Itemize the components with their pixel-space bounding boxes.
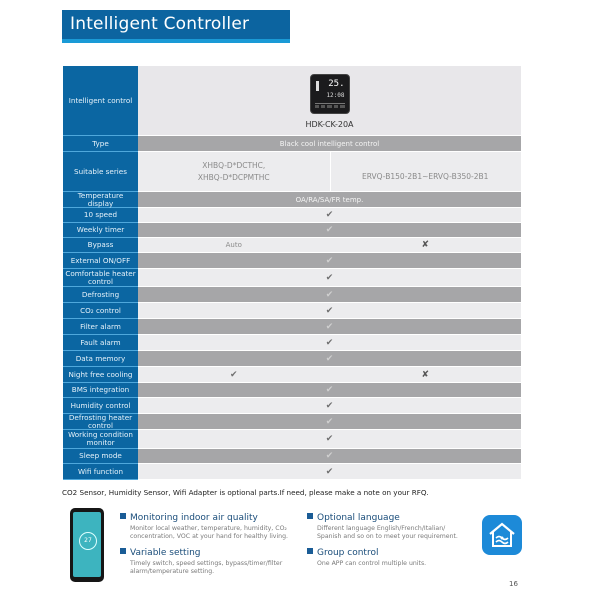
phone-app-image — [70, 508, 104, 582]
checkmark-icon: ✔ — [325, 210, 334, 220]
bullet-square-icon — [120, 513, 126, 519]
checkmark-icon: ✔ — [325, 289, 334, 300]
row-label: Wifi function — [63, 464, 138, 480]
row-label: Filter alarm — [63, 319, 138, 335]
row-label: Suitable series — [63, 152, 138, 192]
row-label: External ON/OFF — [63, 253, 138, 269]
feature-title: Monitoring indoor air quality — [130, 513, 258, 523]
table-row — [63, 367, 521, 383]
checkmark-icon: ✔ — [325, 321, 334, 332]
device-temp-readout: 25. — [328, 79, 345, 89]
feature-desc: Different language English/French/Italian/ Spanish and so on to meet your requirement. — [317, 525, 458, 540]
row-label: Sleep mode — [63, 449, 138, 464]
spec-table — [63, 66, 521, 480]
feature-desc: Monitor local weather, temperature, humidity, CO₂ concentration, VOC at your hand for healthy living. — [130, 525, 288, 540]
feature-optional-language — [307, 513, 467, 541]
checkmark-icon: ✔ — [325, 466, 334, 477]
bullet-square-icon — [307, 548, 313, 554]
model-name: HDK-CK-20A — [305, 120, 354, 129]
table-row — [63, 335, 521, 351]
table-row — [63, 303, 521, 319]
table-row — [63, 351, 521, 367]
table-row — [63, 253, 521, 269]
row-label: Bypass — [63, 238, 138, 253]
bullet-square-icon — [307, 513, 313, 519]
checkmark-icon: ✔ — [325, 255, 334, 266]
device-buttons — [315, 103, 345, 108]
page-title: Intelligent Controller — [70, 14, 250, 34]
smart-home-app-icon — [482, 515, 522, 555]
row-value-left: Auto — [225, 241, 242, 249]
table-row-type — [63, 136, 521, 152]
checkmark-icon: ✔ — [325, 385, 334, 395]
row-label: Data memory — [63, 351, 138, 367]
table-row — [63, 383, 521, 398]
row-label: Defrosting heater control — [63, 414, 138, 430]
row-label: Night free cooling — [63, 367, 138, 383]
row-label: Type — [63, 136, 138, 152]
device-clock-readout: 12:08 — [326, 92, 345, 99]
checkmark-icon: ✔ — [229, 369, 238, 380]
feature-desc: One APP can control multiple units. — [317, 560, 427, 567]
checkmark-icon: ✔ — [325, 337, 334, 348]
phone-reading: 27 — [79, 532, 97, 550]
optional-parts-note: CO2 Sensor, Humidity Sensor, Wifi Adapter is optional parts.If need, please make a note on your RFQ. — [62, 488, 429, 497]
page-title-bar — [62, 10, 290, 43]
checkmark-icon: ✔ — [325, 400, 334, 411]
table-row — [63, 269, 521, 287]
bullet-square-icon — [120, 548, 126, 554]
row-label: 10 speed — [63, 208, 138, 223]
feature-title: Group control — [317, 548, 379, 558]
table-row — [63, 464, 521, 480]
series-left-line1: XHBQ-D*DCTHC, — [202, 160, 266, 170]
series-right: ERVQ-B150-2B1~ERVQ-B350-2B1 — [362, 172, 489, 181]
table-row — [63, 208, 521, 223]
feature-rows — [63, 192, 521, 480]
controller-device-image — [310, 74, 350, 114]
table-row — [63, 414, 521, 430]
row-label: BMS integration — [63, 383, 138, 398]
row-label: Weekly timer — [63, 223, 138, 238]
feature-desc: Timely switch, speed settings, bypass/timer/filter alarm/temperature setting. — [130, 560, 283, 575]
table-row — [63, 398, 521, 414]
row-value: Black cool intelligent control — [138, 136, 521, 152]
checkmark-icon: ✔ — [325, 434, 334, 444]
table-row — [63, 223, 521, 238]
feature-group-control — [307, 548, 467, 568]
feature-monitoring — [120, 513, 300, 541]
feature-title: Variable setting — [130, 548, 201, 558]
checkmark-icon: ✔ — [325, 353, 334, 364]
table-row-intelligent-control — [63, 66, 521, 136]
checkmark-icon: ✔ — [325, 305, 334, 316]
feature-variable-setting — [120, 548, 305, 576]
row-label: CO₂ control — [63, 303, 138, 319]
row-value: OA/RA/SA/FR temp. — [295, 195, 364, 204]
checkmark-icon: ✔ — [325, 416, 334, 427]
page-number: 16 — [509, 580, 518, 588]
table-row — [63, 192, 521, 208]
row-label: Working condition monitor — [63, 430, 138, 449]
cross-icon: ✘ — [421, 369, 430, 380]
checkmark-icon: ✔ — [325, 451, 334, 461]
row-label: Humidity control — [63, 398, 138, 414]
series-left-line2: XHBQ-D*DCPMTHC — [197, 172, 270, 182]
row-label: Temperature display — [63, 192, 138, 208]
table-row — [63, 449, 521, 464]
table-row — [63, 238, 521, 253]
feature-title: Optional language — [317, 513, 400, 523]
checkmark-icon: ✔ — [325, 272, 334, 283]
row-label: Defrosting — [63, 287, 138, 303]
table-row — [63, 430, 521, 449]
table-row — [63, 287, 521, 303]
cross-icon: ✘ — [421, 240, 430, 250]
row-label: Fault alarm — [63, 335, 138, 351]
table-row — [63, 319, 521, 335]
row-label: Intelligent control — [63, 66, 138, 136]
row-label: Comfortable heater control — [63, 269, 138, 287]
signal-bars-icon — [316, 81, 319, 91]
table-row-suitable-series — [63, 152, 521, 192]
checkmark-icon: ✔ — [325, 225, 334, 235]
